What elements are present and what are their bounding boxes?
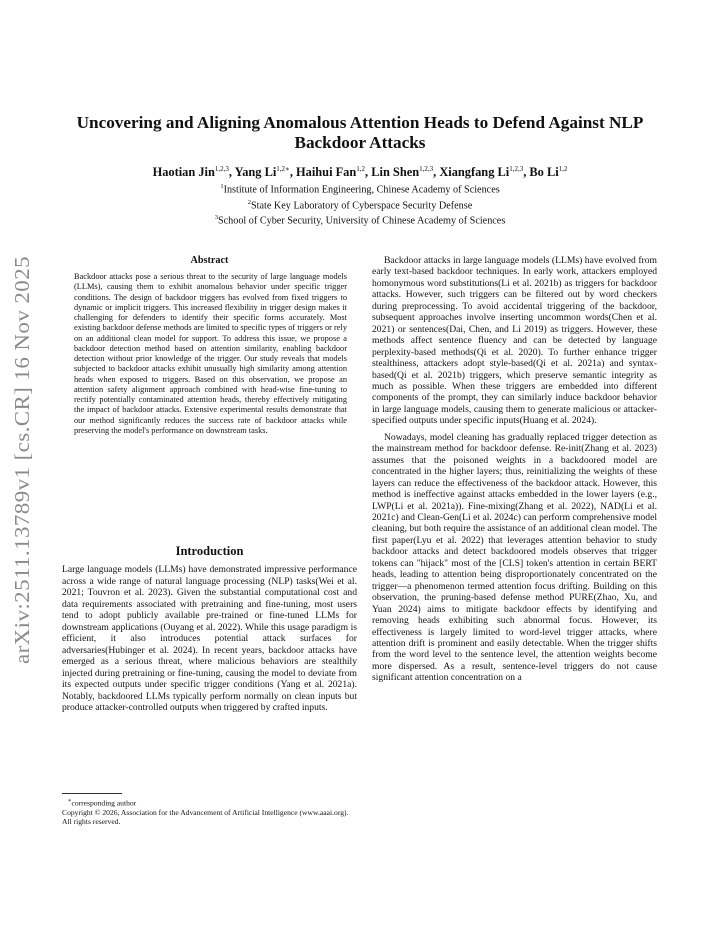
arxiv-side-stamp [2, 254, 42, 674]
body-paragraph-2: Nowadays, model cleaning has gradually replaced trigger detection as the mainstream method for backdoor defense. Re-init(Zhang et al. 2023) assumes that the poisoned weights in a backdoored model are concentrated in the higher layers; thus, reinitializing the weights of these layers can reduce the effectiveness of the backdoor attack. However, this method is ineffective against attacks embedded in the lower layers (e.g., LWP(Li et al. 2021a)). Fine-mixing(Zhang et al. 2022), NAD(Li et al. 2021c) and Clean-Gen(Li et al. 2024c) can perform comprehensive model cleaning, but both require the assistance of an additional clean model. The first paper(Lyu et al. 2022) that leverages attention behavior to study backdoor attacks and detect backdoored models observes that trigger tokens can "hijack" most of the [CLS] token's attention in certain BERT heads, leading to attention being disproportionately concentrated on the trigger—a phenomenon termed attention focus drifting. Building on this observation, the pruning-based defense method PURE(Zhao, Xu, and Yuan 2024) aims to mitigate backdoor effects by identifying and removing heads exhibiting such abnormal focus. However, its effectiveness is largely limited to word-level trigger attacks, where attention drift is prominent and easily detectable. When the trigger shifts from the word level to the sentence level, the attention weights become more dispersed. As a result, sentence-level triggers do not cause significant attention concentration on a [372, 431, 657, 684]
author-4: Lin Shen$^{1,2,3}$ [371, 165, 434, 180]
title-line-2: Backdoor Attacks [294, 132, 426, 152]
author-2: Yang $Li^{1,2∗}$ [234, 165, 290, 180]
title-line-1: Uncovering and Aligning Anomalous Attention Heads to Defend Against NLP [76, 113, 644, 132]
body-paragraph-1: Backdoor attacks in large language models (LLMs) have evolved from early text-based backdoor techniques. In early work, attackers employed homonymous word substitutions(Li et al. 2021b) as triggers for backdoor attacks. However, such triggers can be filtered out by word checkers during preprocessing. To avoid accidental triggering of the backdoor, subsequent approaches involve inserting uncommon words(Chen et al. 2021) or sentences(Dai, Chen, and Li 2019) as triggers. However, these methods affect sentence fluency and can be detected by language perplexity-based methods(Qi et al. 2020). To further enhance trigger stealthiness, attackers adopt style-based(Qi et al. 2021a) and syntax-based(Qi et al. 2021b) triggers, which preserve semantic integrity as much as possible. When these triggers are embedded into different components of the prompt, they can similarly induce backdoor behavior in large language models, causing them to generate malicious or attacker-specified outputs under specific inputs(Huang et al. 2024). [372, 255, 657, 427]
arxiv-identifier: arXiv:2511.13789v1 [cs.CR] 16 Nov 2025 [10, 290, 34, 664]
corresponding-author-note: ∗corresponding author [67, 798, 137, 808]
abstract-heading: Abstract [190, 255, 229, 266]
author-5: Xiangfang Li$^{1,2,3}$ [439, 165, 524, 180]
footnote-rule [62, 793, 122, 794]
right-column [372, 255, 657, 684]
abstract-text: Backdoor attacks pose a serious threat to the security of large language models (LLMs), causing them to exhibit anomalous behavior under specific trigger conditions. The design of backdoor triggers has evolved from fixed triggers to dynamic or implicit triggers. This increased flexibility in trigger design makes it challenging for defenders to identify their specific forms accurately. Most existing backdoor defense methods are limited to specific types of triggers or rely on an additional clean model for support. To address this issue, we propose a backdoor detection method based on attention similarity, enabling backdoor detection without prior knowledge of the trigger. Our study reveals that models subjected to backdoor attacks exhibit unusually high similarity among attention heads when exposed to triggers. Based on this observation, we propose an attention safety alignment approach combined with head-wise fine-tuning to rectify potentially contaminated attention heads, thereby effectively mitigating the impact of backdoor attacks. Extensive experimental results demonstrate that our method significantly reduces the success rate of backdoor attacks while preserving the model's performance on downstream tasks. [74, 272, 347, 435]
affiliation-list [60, 181, 660, 228]
author-list: Haotian Jin$^{1,2,3}$, Yang $Li^{1,2∗}$, Haihui Fan$^{1,2}$, Lin Shen$^{1,2,3}$, Xiangfang Li$^{1,2,3}$, Bo Li$^{1,2}$ [152, 165, 568, 180]
paper-title [60, 113, 660, 152]
left-column [62, 255, 357, 826]
footnote [62, 793, 357, 826]
author-1: Haotian Jin$^{1,2,3}$ [152, 165, 229, 180]
introduction-heading: Introduction [175, 544, 244, 558]
affiliation-3: $^3$School of Cyber Security, University of Chinese Academy of Sciences [214, 214, 506, 227]
introduction-text: Large language models (LLMs) have demonstrated impressive performance across a wide range of natural language processing (NLP) tasks(Wei et al. 2021; Touvron et al. 2023). Given the substantial computational cost and data requirements associated with pretraining and fine-tuning, most users tend to adopt publicly available pre-trained or fine-tuned LLMs for downstream applications (Ouyang et al. 2022). While this usage paradigm is efficient, it also introduces potential attack surfaces for adversaries(Hubinger et al. 2024). In recent years, backdoor attacks have emerged as a serious threat, where malicious behaviors are stealthily injected during pretraining or fine-tuning, causing the model to deviate from its expected outputs under specific trigger conditions (Yang et al. 2021a). Notably, backdoored LLMs typically perform normally on clean inputs but produce attacker-controlled outputs when triggered by crafted inputs. [62, 564, 357, 713]
copyright-note: Copyright © 2026, Association for the Advancement of Artificial Intelligence (www.aaai.org). All rights reserved. [62, 807, 349, 826]
affiliation-2: $^2$State Key Laboratory of Cyberspace Security Defense [247, 198, 473, 211]
author-6: Bo Li$^{1,2}$ [529, 165, 568, 180]
affiliation-1: $^1$Institute of Information Engineering, Chinese Academy of Sciences [220, 183, 500, 196]
author-3: Haihui Fan$^{1,2}$ [296, 165, 366, 180]
